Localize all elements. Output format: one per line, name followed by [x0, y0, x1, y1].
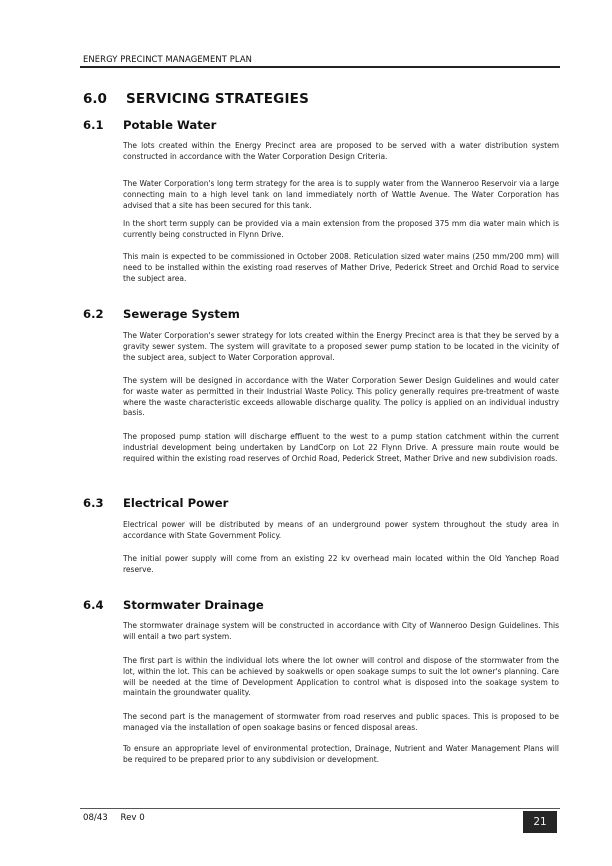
paragraph: The system will be designed in accordance with the Water Corporation Sewer Design Guidelines and would cater for waste water as permitted in their Industrial Waste Policy. This policy generally requires pre-treatment of waste where the waste characteristic exceeds allowable discharge quality. The policy is applied on an individual industry basis.	[123, 376, 559, 418]
subsection-title: Electrical Power	[123, 496, 229, 510]
footer-reference	[83, 813, 145, 823]
subsection-number: 6.2	[83, 307, 104, 321]
paragraph: The stormwater drainage system will be constructed in accordance with City of Wanneroo Design Guidelines. This will entail a two part system.	[123, 621, 559, 641]
paragraph: The Water Corporation's sewer strategy for lots created within the Energy Precinct area is that they be served by a gravity sewer system. The system will gravitate to a proposed sewer pump station to be located in the vicinity of the subject area, subject to Water Corporation approval.	[123, 331, 559, 362]
paragraph: To ensure an appropriate level of environmental protection, Drainage, Nutrient and Water Management Plans will be required to be prepared prior to any subdivision or development.	[123, 744, 559, 764]
section-title: SERVICING STRATEGIES	[126, 91, 310, 107]
page-number: 21	[533, 816, 547, 828]
paragraph: Electrical power will be distributed by means of an underground power system throughout the study area in accordance with State Government Policy.	[123, 520, 559, 540]
paragraph: This main is expected to be commissioned in October 2008. Reticulation sized water mains (250 mm/200 mm) will need to be installed within the existing road reserves of Mather Drive, Pederick Street and Orchid Road to service the subject area.	[123, 252, 559, 283]
revision-label: Rev 0	[120, 813, 145, 823]
paragraph: The proposed pump station will discharge effluent to the west to a pump station catchment within the current industrial development being undertaken by LandCorp on Lot 22 Flynn Drive. A pressure main route would be required within the existing road reserves of Orchid Road, Pederick Street, Mather Drive and new subdivision roads.	[123, 432, 559, 463]
paragraph: The Water Corporation's long term strategy for the area is to supply water from the Wanneroo Reservoir via a large connecting main to a high level tank on land immediately north of Wattle Avenue. The Water Corporation has advised that a site has been secured for this tank.	[123, 179, 559, 210]
subsection-title: Stormwater Drainage	[123, 598, 264, 612]
paragraph: In the short term supply can be provided via a main extension from the proposed 375 mm dia water main which is currently being constructed in Flynn Drive.	[123, 219, 559, 239]
paragraph: The first part is within the individual lots where the lot owner will control and dispose of the stormwater from the lot, within the lot. This can be achieved by soakwells or open soakage sumps to suit the lot owner's planning. Care will be needed at the time of Development Application to control what is disposed into the soakage system to maintain the groundwater quality.	[123, 656, 559, 698]
paragraph: The lots created within the Energy Precinct area are proposed to be served with a water distribution system constructed in accordance with the Water Corporation Design Criteria.	[123, 141, 559, 161]
header-divider	[80, 66, 560, 68]
footer-divider	[80, 808, 560, 809]
subsection-title: Potable Water	[123, 118, 217, 132]
subsection-number: 6.1	[83, 118, 104, 132]
page-number-badge	[523, 811, 557, 833]
section-number: 6.0	[83, 91, 107, 107]
subsection-title: Sewerage System	[123, 307, 240, 321]
document-reference: 08/43	[83, 813, 108, 823]
subsection-number: 6.4	[83, 598, 104, 612]
subsection-number: 6.3	[83, 496, 104, 510]
paragraph: The second part is the management of stormwater from road reserves and public spaces. This is proposed to be managed via the installation of open soakage basins or fenced disposal areas.	[123, 712, 559, 732]
paragraph: The initial power supply will come from an existing 22 kv overhead main located within the Old Yanchep Road reserve.	[123, 554, 559, 574]
header-title: ENERGY PRECINCT MANAGEMENT PLAN	[83, 54, 253, 64]
